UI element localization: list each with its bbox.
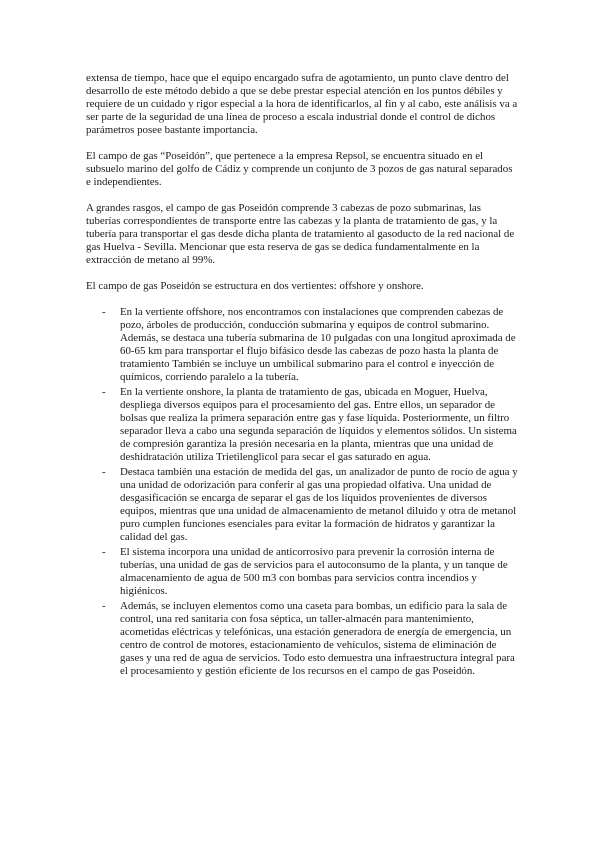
- bullet-dash: -: [102, 600, 106, 612]
- bullet-dash: -: [102, 386, 106, 398]
- document-body: [86, 72, 518, 680]
- paragraph-poseidon-overview: A grandes rasgos, el campo de gas Poseidón comprende 3 cabezas de pozo submarinas, las tuberías correspondientes de transporte entre las cabezas y la planta de tratamiento de gas, y la tubería para transportar el gas desde dicha planta de tratamiento al gasoducto de la red nacional de gas Huelva - Sevilla. Mencionar que esta reserva de gas se dedica fundamentalmente en la extracción de metano al 99%.: [86, 202, 515, 266]
- paragraph-structure-intro: El campo de gas Poseidón se estructura en dos vertientes: offshore y onshore.: [86, 280, 424, 292]
- bullet-dash: -: [102, 546, 106, 558]
- list-item-text: En la vertiente offshore, nos encontramos con instalaciones que comprenden cabezas de pozo, árboles de producción, conducción submarina y equipos de control submarino. Además, se destaca una tubería submarina de 10 pulgadas con una longitud aproximada de 60-65 km para transportar el flujo bifásico desde las cabezas de pozo hasta la planta de tratamiento También se incluye un umbilical submarino para el control e inyección de químicos, corriendo paralelo a la tubería.: [120, 306, 516, 383]
- list-item-measurement-station: [86, 466, 518, 544]
- list-item-text: El sistema incorpora una unidad de anticorrosivo para prevenir la corrosión interna de tuberías, una unidad de gas de servicios para el autoconsumo de la planta, y un tanque de almacenamiento de agua de 500 m3 con bombas para servicios contra incendios y higiénicos.: [120, 546, 508, 597]
- list-item-onshore: [86, 386, 518, 464]
- list-item-text: Además, se incluyen elementos como una caseta para bombas, un edificio para la sala de control, una red sanitaria con fosa séptica, un taller-almacén para mantenimiento, acometidas eléctricas y telefónicas, una estación generadora de energía de emergencia, un centro de control de motores, estacionamiento de vehículos, sistema de eliminación de gases y una red de agua de servicios. Todo esto demuestra una infraestructura integral para el procesamiento y gestión eficiente de los recursos en el campo de gas Poseidón.: [120, 600, 515, 677]
- list-item-text: Destaca también una estación de medida del gas, un analizador de punto de rocío de agua y una unidad de odorización para conferir al gas una propiedad olfativa. Una unidad de desgasificación se encarga de separar el gas de los líquidos provenientes de diversos equipos, mientras que una unidad de almacenamiento de metanol diluido y otra de metanol puro cumplen funciones esenciales para evitar la formación de hidratos y garantizar la calidad del gas.: [120, 466, 518, 543]
- paragraph-poseidon-location: El campo de gas “Poseidón”, que pertenece a la empresa Repsol, se encuentra situado en el subsuelo marino del golfo de Cádiz y comprende un conjunto de 3 pozos de gas natural separados e independientes.: [86, 150, 513, 188]
- list-item-anticorrosion: [86, 546, 518, 598]
- paragraph-intro-continuation: extensa de tiempo, hace que el equipo encargado sufra de agotamiento, un punto clave dentro del desarrollo de este método debido a que se debe prestar especial atención en los puntos débiles y requiere de un cuidado y rigor especial a la hora de identificarlos, al fin y al cabo, este análisis va a ser parte de la seguridad de una línea de proceso a escala industrial donde el control de dichos parámetros posee bastante importancia.: [86, 72, 518, 136]
- bullet-list: [86, 306, 518, 678]
- bullet-dash: -: [102, 466, 106, 478]
- bullet-dash: -: [102, 306, 106, 318]
- list-item-offshore: [86, 306, 518, 384]
- list-item-text: En la vertiente onshore, la planta de tratamiento de gas, ubicada en Moguer, Huelva, despliega diversos equipos para el procesamiento del gas. Entre ellos, un separador de bolsas que realiza la primera separación entre gas y fase líquida. Posteriormente, un filtro separador lleva a cabo una segunda separación de líquidos y elementos sólidos. Un sistema de compresión garantiza la presión necesaria en la planta, mientras que una unidad de deshidratación utiliza Trietilenglicol para secar el gas saturado en agua.: [120, 386, 517, 463]
- list-item-auxiliary-facilities: [86, 600, 518, 678]
